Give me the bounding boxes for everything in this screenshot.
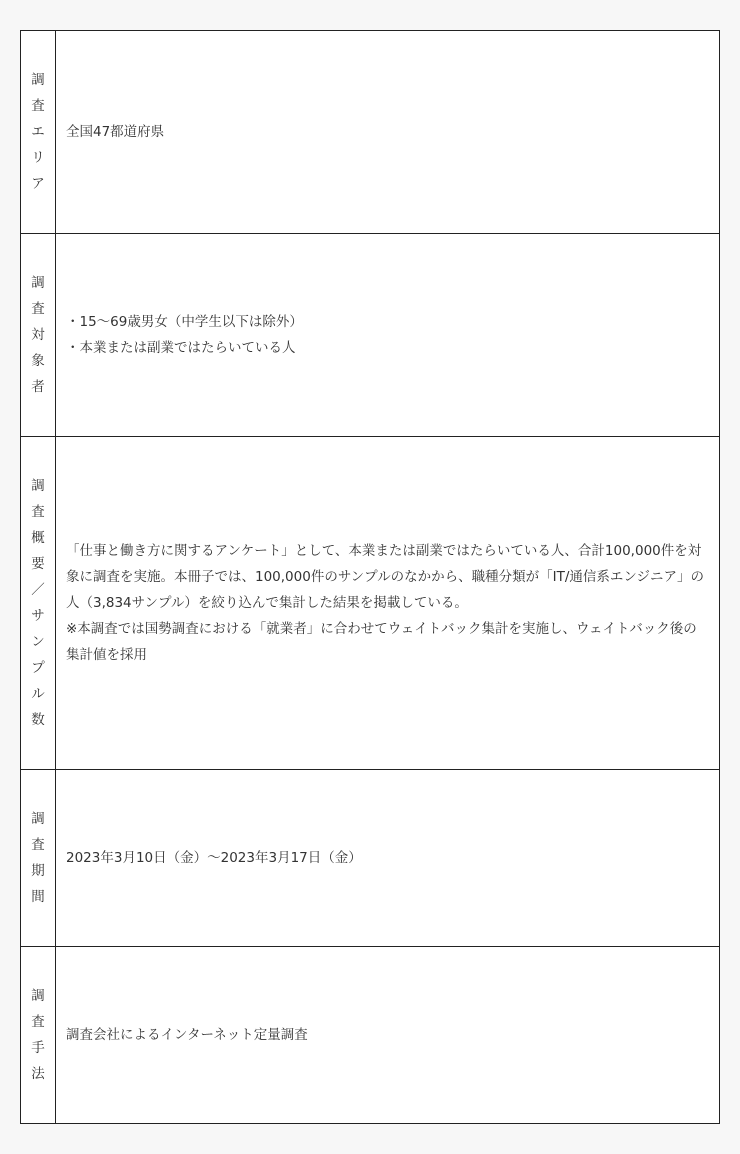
row-value-note: ※本調査では国勢調査における「就業者」に合わせてウェイトバック集計を実施し、ウェイトバック後の集計値を採用 — [66, 621, 697, 663]
row-value-cell — [56, 947, 720, 1124]
row-label-cell — [21, 234, 56, 437]
row-label-cell — [21, 31, 56, 234]
survey-overview-page — [20, 30, 720, 1124]
survey-overview-table — [20, 30, 720, 1124]
row-label: 調査概要／サンプル数 — [31, 478, 45, 728]
row-label: 調査エリア — [31, 72, 45, 192]
row-value-cell — [56, 234, 720, 437]
table-row-survey-period — [21, 770, 720, 947]
row-value-text: 2023年3月10日（金）～2023年3月17日（金） — [66, 850, 362, 866]
row-value-text: 全国47都道府県 — [66, 124, 165, 140]
table-row-survey-method — [21, 947, 720, 1124]
table-row-survey-area — [21, 31, 720, 234]
row-value-cell — [56, 770, 720, 947]
row-label-cell — [21, 437, 56, 770]
row-value-text: 調査会社によるインターネット定量調査 — [66, 1027, 308, 1043]
row-label: 調査手法 — [31, 988, 45, 1082]
table-row-survey-summary — [21, 437, 720, 770]
row-value-text: ・本業または副業ではたらいている人 — [66, 340, 296, 356]
row-value-cell — [56, 437, 720, 770]
row-value-text: ・15～69歳男女（中学生以下は除外） — [66, 314, 303, 330]
row-label-cell — [21, 770, 56, 947]
row-label: 調査期間 — [31, 811, 45, 905]
row-value-text: 「仕事と働き方に関するアンケート」として、本業または副業ではたらいている人、合計100,000件を対象に調査を実施。本冊子では、100,000件のサンプルのなかから、職種分類が「IT/通信系エンジニア」の人（3,834サンプル）を絞り込んで集計した結果を掲載している。 — [66, 543, 705, 611]
row-label: 調査対象者 — [31, 275, 45, 395]
row-value-cell — [56, 31, 720, 234]
row-label-cell — [21, 947, 56, 1124]
table-row-survey-target — [21, 234, 720, 437]
